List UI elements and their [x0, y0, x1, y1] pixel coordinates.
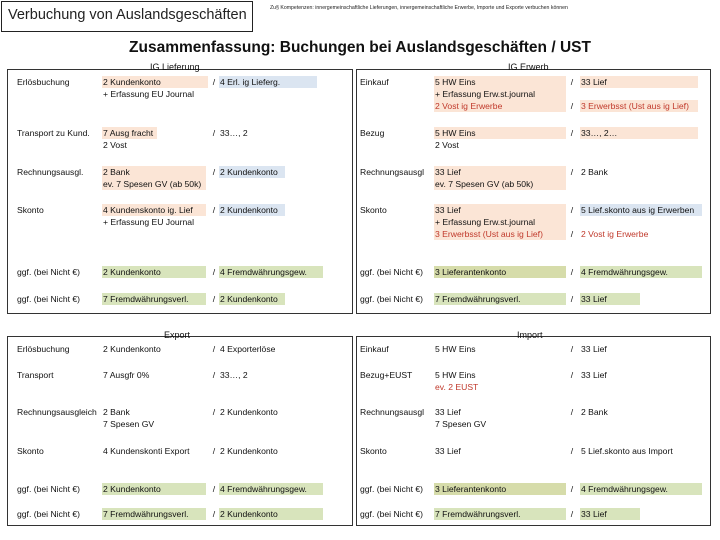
debit-entry: 33 Lief: [434, 204, 566, 216]
entry-separator: /: [570, 77, 574, 87]
entry-separator: /: [570, 205, 574, 215]
row-label: Rechnungsausgl: [360, 167, 425, 177]
row-label: ggf. (bei Nicht €): [360, 509, 424, 519]
credit-entry: 2 Bank: [581, 407, 608, 417]
entry-separator: /: [570, 407, 574, 417]
debit-entry: 2 Vost: [103, 140, 127, 150]
credit-entry: 2 Vost ig Erwerbe: [581, 229, 649, 239]
entry-separator: /: [570, 294, 574, 304]
debit-entry: 3 Erwerbsst (Ust aus ig Lief): [434, 228, 566, 240]
debit-entry: 3 Lieferantenkonto: [434, 266, 566, 278]
entry-separator: /: [212, 77, 216, 87]
row-label: Skonto: [17, 446, 44, 456]
row-label: Transport: [17, 370, 54, 380]
row-label: Bezug+EUST: [360, 370, 413, 380]
debit-entry: + Erfassung Erw.st.journal: [434, 216, 566, 228]
debit-entry: 2 Bank: [103, 407, 130, 417]
credit-entry: 33 Lief: [580, 293, 640, 305]
credit-entry: 33 Lief: [580, 508, 640, 520]
debit-entry: 7 Fremdwährungsverl.: [102, 293, 206, 305]
row-label: Bezug: [360, 128, 385, 138]
credit-entry: 2 Kundenkonto: [219, 166, 285, 178]
entry-separator: /: [570, 101, 574, 111]
row-label: Rechnungsausgleich: [17, 407, 97, 417]
credit-entry: 2 Kundenkonto: [219, 293, 285, 305]
row-label: ggf. (bei Nicht €): [17, 509, 81, 519]
credit-entry: 5 Lief.skonto aus ig Erwerben: [580, 204, 702, 216]
credit-entry: 2 Bank: [581, 167, 608, 177]
entry-separator: /: [212, 484, 216, 494]
debit-entry: 7 Fremdwährungsverl.: [434, 293, 566, 305]
credit-entry: 33…, 2: [220, 128, 248, 138]
entry-separator: /: [212, 128, 216, 138]
entry-separator: /: [570, 509, 574, 519]
document-title: Verbuchung von Auslandsgeschäften: [1, 1, 253, 32]
row-label: ggf. (bei Nicht €): [17, 294, 81, 304]
credit-entry: 2 Kundenkonto: [219, 508, 323, 520]
debit-entry: 7 Spesen GV: [103, 419, 155, 429]
panel-title-ig-erwerb: IG Erwerb: [508, 62, 549, 72]
row-label: Erlösbuchung: [17, 77, 70, 87]
credit-entry: 4 Fremdwährungsgew.: [580, 483, 702, 495]
panel-export: [7, 336, 353, 526]
credit-entry: 3 Erwerbsst (Ust aus ig Lief): [580, 100, 698, 112]
credit-entry: 2 Kundenkonto: [219, 204, 285, 216]
panel-title-import: Import: [517, 330, 543, 340]
entry-separator: /: [212, 167, 216, 177]
entry-separator: /: [570, 229, 574, 239]
debit-entry: + Erfassung EU Journal: [103, 217, 194, 227]
debit-entry: 33 Lief: [435, 446, 461, 456]
panel-import: [356, 336, 711, 526]
debit-entry: 4 Kundenskonti Export: [103, 446, 190, 456]
debit-entry: 7 Spesen GV: [435, 419, 487, 429]
credit-entry: 2 Kundenkonto: [220, 446, 278, 456]
debit-entry: ev. 7 Spesen GV (ab 50k): [434, 178, 566, 190]
entry-separator: /: [570, 370, 574, 380]
debit-entry: 7 Ausgfr 0%: [103, 370, 150, 380]
debit-entry: 4 Kundenskonto ig. Lief: [102, 204, 206, 216]
panel-title-ig-lieferung: IG Lieferung: [150, 62, 200, 72]
competence-note: Zu§ Kompetenzen: innergemeinschaftliche Lieferungen, innergemeinschaftliche Erwerbe, Importe und Exporte verbuchen können: [270, 5, 568, 11]
entry-separator: /: [570, 128, 574, 138]
debit-entry: 2 Vost ig Erwerbe: [434, 100, 566, 112]
entry-separator: /: [212, 509, 216, 519]
debit-entry: 2 Kundenkonto: [102, 266, 206, 278]
credit-entry: 4 Fremdwährungsgew.: [219, 483, 323, 495]
credit-entry: 33 Lief: [581, 344, 607, 354]
debit-entry: 5 HW Eins: [435, 370, 476, 380]
credit-entry: 4 Fremdwährungsgew.: [580, 266, 702, 278]
debit-entry: 3 Lieferantenkonto: [434, 483, 566, 495]
row-label: ggf. (bei Nicht €): [17, 484, 81, 494]
entry-separator: /: [212, 370, 216, 380]
entry-separator: /: [212, 446, 216, 456]
row-label: Rechnungsausgl.: [17, 167, 84, 177]
row-label: ggf. (bei Nicht €): [17, 267, 81, 277]
debit-entry: 2 Kundenkonto: [103, 344, 161, 354]
credit-entry: 4 Exporterlöse: [220, 344, 276, 354]
row-label: Skonto: [360, 446, 387, 456]
debit-entry: 7 Fremdwährungsverl.: [102, 508, 206, 520]
row-label: Einkauf: [360, 77, 389, 87]
credit-entry: 33 Lief: [581, 370, 607, 380]
debit-entry: 2 Vost: [435, 140, 459, 150]
row-label: Transport zu Kund.: [17, 128, 90, 138]
debit-entry: 5 HW Eins: [434, 76, 566, 88]
debit-entry: 2 Kundenkonto: [102, 483, 206, 495]
debit-entry: 33 Lief: [434, 166, 566, 178]
entry-separator: /: [570, 267, 574, 277]
debit-entry: + Erfassung Erw.st.journal: [434, 88, 566, 100]
entry-separator: /: [212, 205, 216, 215]
row-label: Skonto: [360, 205, 387, 215]
entry-separator: /: [212, 407, 216, 417]
page-title: Zusammenfassung: Buchungen bei Auslandsgeschäften / UST: [129, 39, 591, 56]
row-label: Erlösbuchung: [17, 344, 70, 354]
entry-separator: /: [570, 167, 574, 177]
row-label: Rechnungsausgl: [360, 407, 425, 417]
debit-entry: ev. 2 EUST: [435, 382, 479, 392]
debit-entry: 2 Kundenkonto: [102, 76, 208, 88]
entry-separator: /: [212, 344, 216, 354]
credit-entry: 33 Lief: [580, 76, 698, 88]
entry-separator: /: [212, 294, 216, 304]
row-label: ggf. (bei Nicht €): [360, 484, 424, 494]
row-label: Skonto: [17, 205, 44, 215]
row-label: Einkauf: [360, 344, 389, 354]
debit-entry: 2 Bank: [102, 166, 206, 178]
credit-entry: 33…, 2…: [580, 127, 698, 139]
entry-separator: /: [570, 484, 574, 494]
credit-entry: 4 Fremdwährungsgew.: [219, 266, 323, 278]
debit-entry: 5 HW Eins: [434, 127, 566, 139]
credit-entry: 5 Lief.skonto aus Import: [581, 446, 673, 456]
debit-entry: ev. 7 Spesen GV (ab 50k): [102, 178, 206, 190]
debit-entry: + Erfassung EU Journal: [103, 89, 194, 99]
credit-entry: 2 Kundenkonto: [220, 407, 278, 417]
entry-separator: /: [570, 344, 574, 354]
row-label: ggf. (bei Nicht €): [360, 294, 424, 304]
credit-entry: 33…, 2: [220, 370, 248, 380]
credit-entry: 4 Erl. ig Lieferg.: [219, 76, 317, 88]
panel-title-export: Export: [164, 330, 191, 340]
debit-entry: 33 Lief: [435, 407, 461, 417]
debit-entry: 5 HW Eins: [435, 344, 476, 354]
row-label: ggf. (bei Nicht €): [360, 267, 424, 277]
entry-separator: /: [212, 267, 216, 277]
entry-separator: /: [570, 446, 574, 456]
debit-entry: 7 Ausg fracht: [102, 127, 157, 139]
debit-entry: 7 Fremdwährungsverl.: [434, 508, 566, 520]
